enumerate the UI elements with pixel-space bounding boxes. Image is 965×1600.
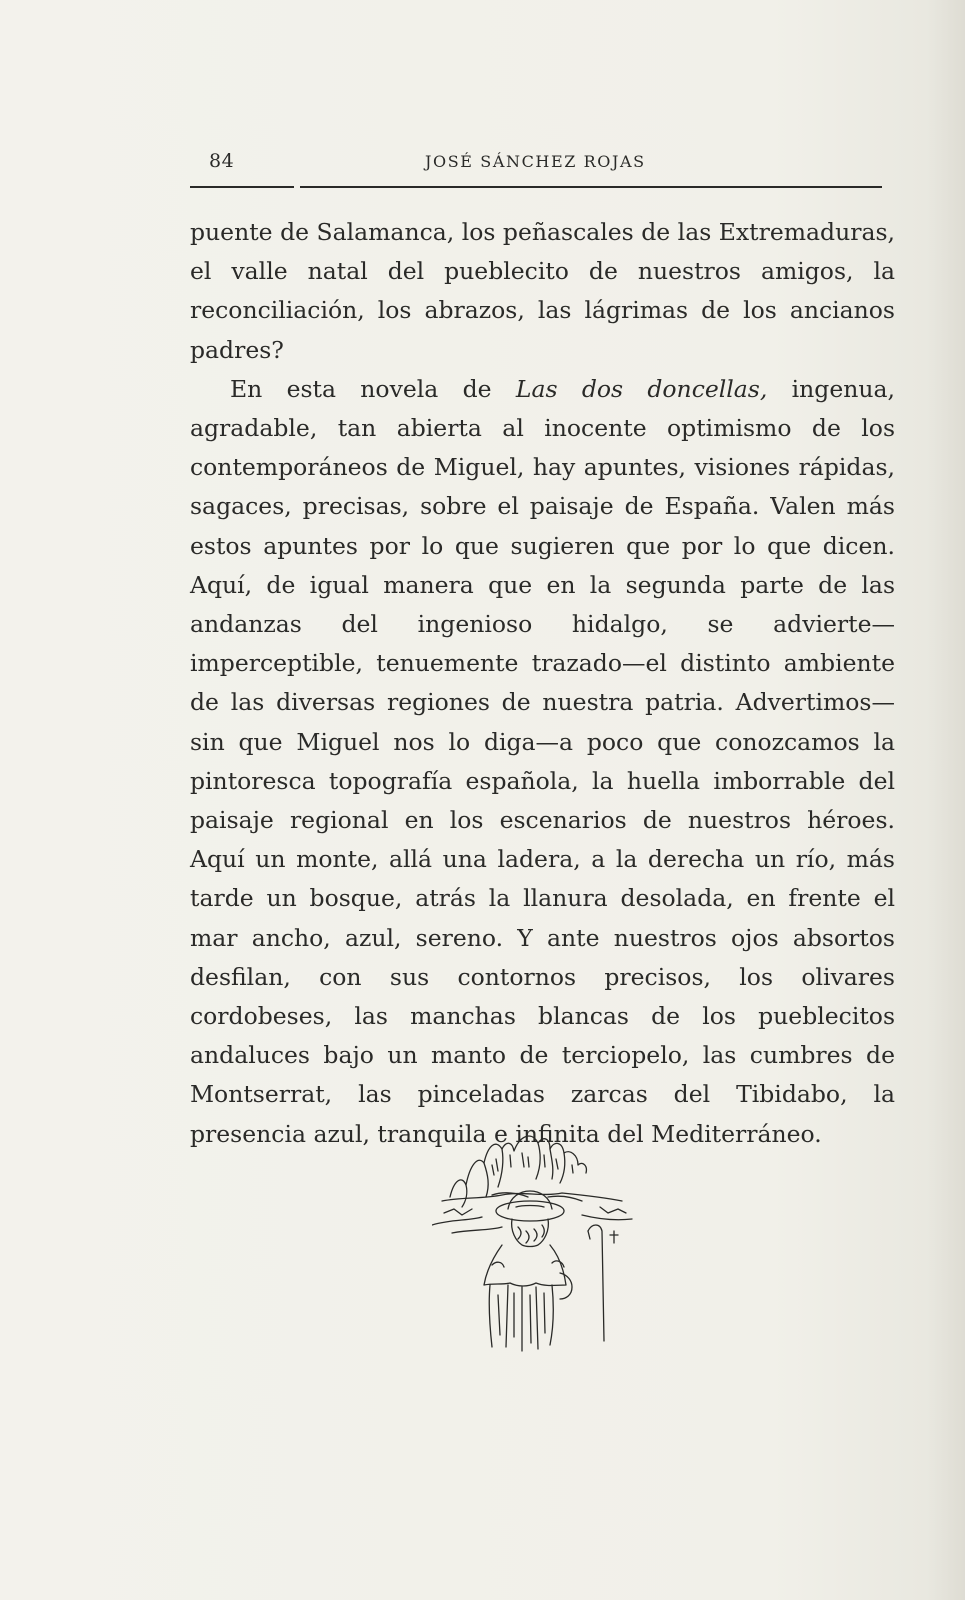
page-number: 84	[209, 150, 235, 172]
header-rule-left	[190, 186, 294, 188]
body-text	[190, 213, 895, 1154]
novel-title: Las dos doncellas,	[515, 374, 768, 403]
running-title: JOSÉ SÁNCHEZ ROJAS	[425, 152, 646, 171]
header-rule-right	[300, 186, 882, 188]
paragraph-2-rest: ingenua, agradable, tan abierta al inocente optimismo de los contemporáneos de Miguel, hay apuntes, visiones rápidas, sagaces, precisas, sobre el paisaje de España. Valen más estos apuntes por lo que sugieren que por lo que dicen. Aquí, de igual manera que en la segunda parte de las andanzas del ingenioso hidalgo, se advierte—imperceptible, tenuemente trazado—el distinto ambiente de las diversas regiones de nuestra patria. Advertimos—sin que Miguel nos lo diga—a poco que conozcamos la pintoresca topografía española, la huella imborrable del paisaje regional en los escenarios de nuestros héroes. Aquí un monte, allá una ladera, a la derecha un río, más tarde un bosque, atrás la llanura desolada, en frente el mar ancho, azul, sereno. Y ante nuestros ojos absortos desfilan, con sus contornos precisos, los olivares cordobeses, las manchas blancas de los pueblecitos andaluces bajo un manto de terciopelo, las cumbres de Montserrat, las pinceladas zarcas del Tibidabo, la presencia azul, tranquila e infinita del Mediterráneo.	[190, 374, 895, 1148]
page-header	[190, 150, 882, 180]
paragraph-2-start: En esta novela de	[230, 374, 516, 403]
paragraph-1: puente de Salamanca, los peñascales de las Extremaduras, el valle natal del pueblecito de nuestros amigos, la reconciliación, los abrazos, las lágrimas de los ancianos padres?	[190, 218, 895, 364]
paragraph-2	[190, 370, 895, 1154]
pilgrim-with-mountains-illustration	[432, 1135, 642, 1365]
